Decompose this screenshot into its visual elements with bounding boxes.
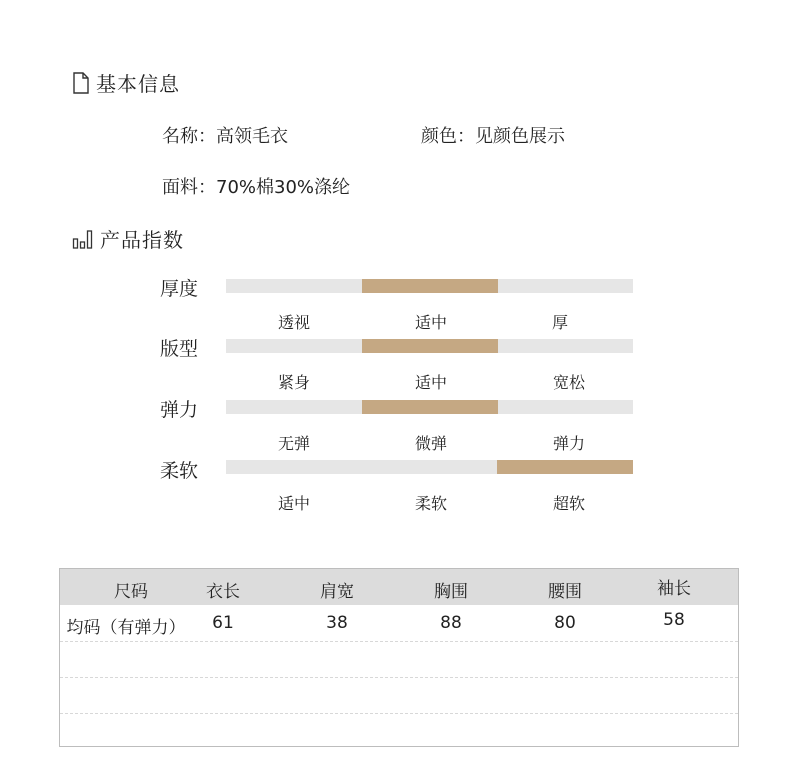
header-cell-shoulder: 肩宽: [320, 582, 354, 602]
bar-chart-icon: [72, 229, 94, 249]
metric-bar-fit: [226, 339, 633, 353]
metric-label-softness: 柔软: [160, 460, 199, 482]
metric-option: 适中: [414, 313, 448, 332]
size-table: [59, 568, 739, 747]
metric-option: 无弹: [277, 434, 311, 453]
header-cell-length: 衣长: [206, 582, 240, 602]
basic-info-title: 基本信息: [96, 72, 180, 96]
metric-bar-fill: [497, 460, 633, 474]
metric-option: 适中: [277, 494, 311, 513]
header-cell-chest: 胸围: [434, 582, 468, 602]
metric-label-fit: 版型: [160, 338, 199, 360]
row-divider: [60, 677, 738, 678]
size-table-header: [60, 569, 738, 605]
row-cell-shoulder: 38: [326, 613, 348, 633]
metric-option: 弹力: [552, 434, 586, 453]
metric-option: 超软: [552, 494, 586, 513]
product-index-title: 产品指数: [100, 228, 184, 252]
product-color: 颜色：见颜色展示: [421, 126, 565, 147]
metric-label-thickness: 厚度: [160, 278, 199, 300]
row-cell-length: 61: [212, 613, 234, 633]
row-cell-waist: 80: [554, 613, 576, 633]
metric-bar-elasticity: [226, 400, 633, 414]
metric-option: 透视: [277, 313, 311, 332]
metric-option: 适中: [414, 373, 448, 392]
basic-info-heading: [72, 68, 180, 97]
metric-option: 宽松: [552, 373, 586, 392]
product-fabric: 面料：70%棉30%涤纶: [162, 177, 351, 198]
product-index-heading: [72, 224, 184, 253]
metric-label-elasticity: 弹力: [160, 399, 199, 421]
row-cell-size: 均码（有弹力）: [66, 618, 186, 638]
metric-bar-thickness: [226, 279, 633, 293]
row-divider: [60, 641, 738, 642]
metric-option: 紧身: [277, 373, 311, 392]
row-cell-chest: 88: [440, 613, 462, 633]
header-cell-size: 尺码: [114, 582, 148, 602]
row-cell-sleeve: 58: [663, 610, 685, 630]
row-divider: [60, 713, 738, 714]
metric-bar-fill: [362, 339, 498, 353]
metric-bar-fill: [362, 400, 498, 414]
metric-bar-fill: [362, 279, 498, 293]
metric-option: 微弹: [414, 434, 448, 453]
metric-option: 厚: [551, 313, 569, 332]
product-name: 名称：高领毛衣: [162, 126, 288, 147]
document-icon: [72, 72, 90, 94]
metric-bar-softness: [226, 460, 633, 474]
metric-option: 柔软: [414, 494, 448, 513]
header-cell-waist: 腰围: [548, 582, 582, 602]
header-cell-sleeve: 袖长: [657, 579, 691, 599]
